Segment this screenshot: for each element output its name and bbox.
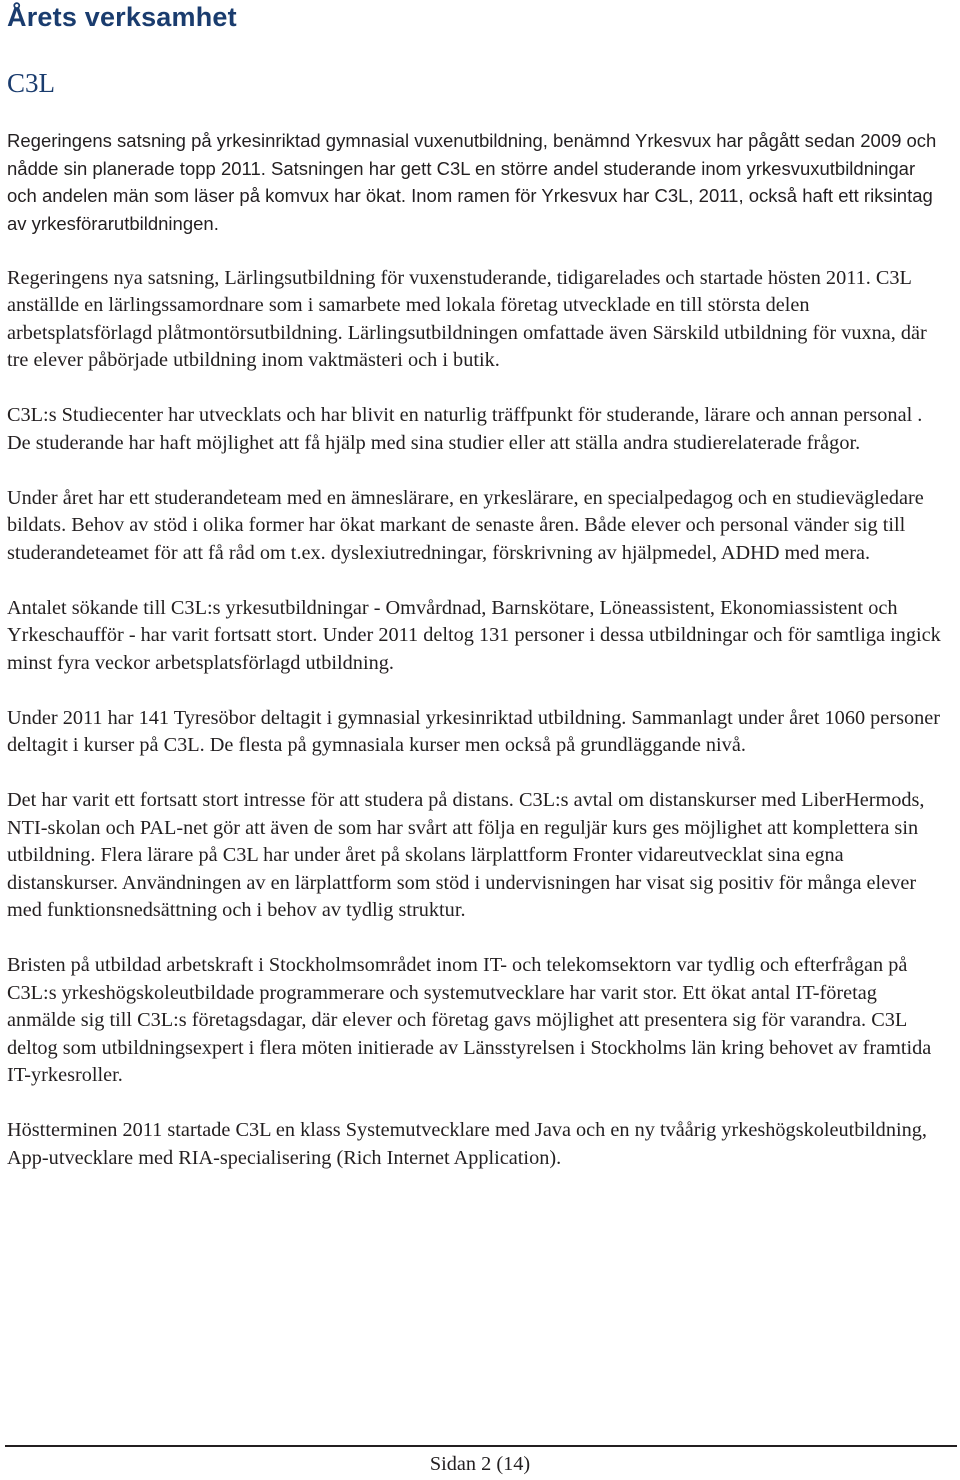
page-heading: Årets verksamhet xyxy=(7,2,237,32)
paragraph-it-bransch: Bristen på utbildad arbetskraft i Stockholmsområdet inom IT- och telekomsektorn var tydlig och efterfrågan på C3L:s yrkeshögskoleutbildade programmerare och systemutvecklare har varit stor. Ett ökat antal IT-företag anmälde sig till C3L:s företagsdagar, där elever och företag gavs möjlighet att presentera sig för varandra. C3L deltog som utbildningsexpert i flera möten initierade av Länsstyrelsen i Stockholms län kring behovet av framtida IT-yrkesroller. xyxy=(7,954,932,1086)
section-heading: C3L xyxy=(7,68,56,98)
footer-divider xyxy=(5,1445,957,1447)
paragraph-larlingsutbildning: Regeringens nya satsning, Lärlingsutbildning för vuxenstuderande, tidigarelades och startade hösten 2011. C3L anställde en lärlingssamordnare som i samarbete med lokala företag utvecklade en till största delen arbetsplatsförlagd plåtmontörsutbildning. Lärlingsutbildningen omfattade även Särskild utbildning för vuxna, där tre elever påbörjade utbildning inom vaktmästeri och i butik. xyxy=(7,266,927,371)
body-text xyxy=(7,127,949,1200)
paragraph-tyresobor: Under 2011 har 141 Tyresöbor deltagit i gymnasial yrkesinriktad utbildning. Sammanlagt under året 1060 personer deltagit i kurser på C3L. De flesta på gymnasiala kurser men också på grundläggande nivå. xyxy=(7,706,940,756)
paragraph-yrkesutbildningar: Antalet sökande till C3L:s yrkesutbildningar - Omvårdnad, Barnskötare, Löneassistent, Ekonomiassistent och Yrkeschaufför - har varit fortsatt stort. Under 2011 deltog 131 personer i dessa utbildningar och för samtliga ingick minst fyra veckor arbetsplatsförlagd utbildning. xyxy=(7,596,941,674)
paragraph-studerandeteam: Under året har ett studerandeteam med en ämneslärare, en yrkeslärare, en specialpedagog och en studievägledare bildats. Behov av stöd i olika former har ökat markant de senaste åren. Både elever och personal vänder sig till studerandeteamet för att få råd om t.ex. dyslexiutredningar, förskrivning av hjälpmedel, ADHD med mera. xyxy=(7,486,924,564)
paragraph-studiecenter: C3L:s Studiecenter har utvecklats och har blivit en naturlig träffpunkt för studerande, lärare och annan personal . De studerande har haft möjlighet att få hjälp med sina studier eller att ställa andra studierelaterade frågor. xyxy=(7,404,923,454)
paragraph-hostterminen: Höstterminen 2011 startade C3L en klass Systemutvecklare med Java och en ny tvåårig yrkeshögskoleutbildning, App-utvecklare med RIA-specialisering (Rich Internet Application). xyxy=(7,1119,927,1169)
paragraph-yrkesvux: Regeringens satsning på yrkesinriktad gymnasial vuxenutbildning, benämnd Yrkesvux har pågått sedan 2009 och nådde sin planerade topp 2011. Satsningen har gett C3L en större andel studerande inom yrkesvuxutbildningar och andelen män som läser på komvux har ökat. Inom ramen för Yrkesvux har C3L, 2011, också haft ett riksintag av yrkesförarutbildningen. xyxy=(7,130,937,234)
paragraph-distans: Det har varit ett fortsatt stort intresse för att studera på distans. C3L:s avtal om distanskurser med LiberHermods, NTI-skolan och PAL-net gör att även de som har svårt att följa en reguljär kurs ges möjlighet att komplettera sin utbildning. Flera lärare på C3L har under året på skolans lärplattform Fronter vidareutvecklat sina egna distanskurser. Användningen av en lärplattform som stöd i undervisningen har visat sig positiv för många elever med funktionsnedsättning och i behov av tydlig struktur. xyxy=(7,789,925,921)
page-number: Sidan 2 (14) xyxy=(429,1453,531,1475)
